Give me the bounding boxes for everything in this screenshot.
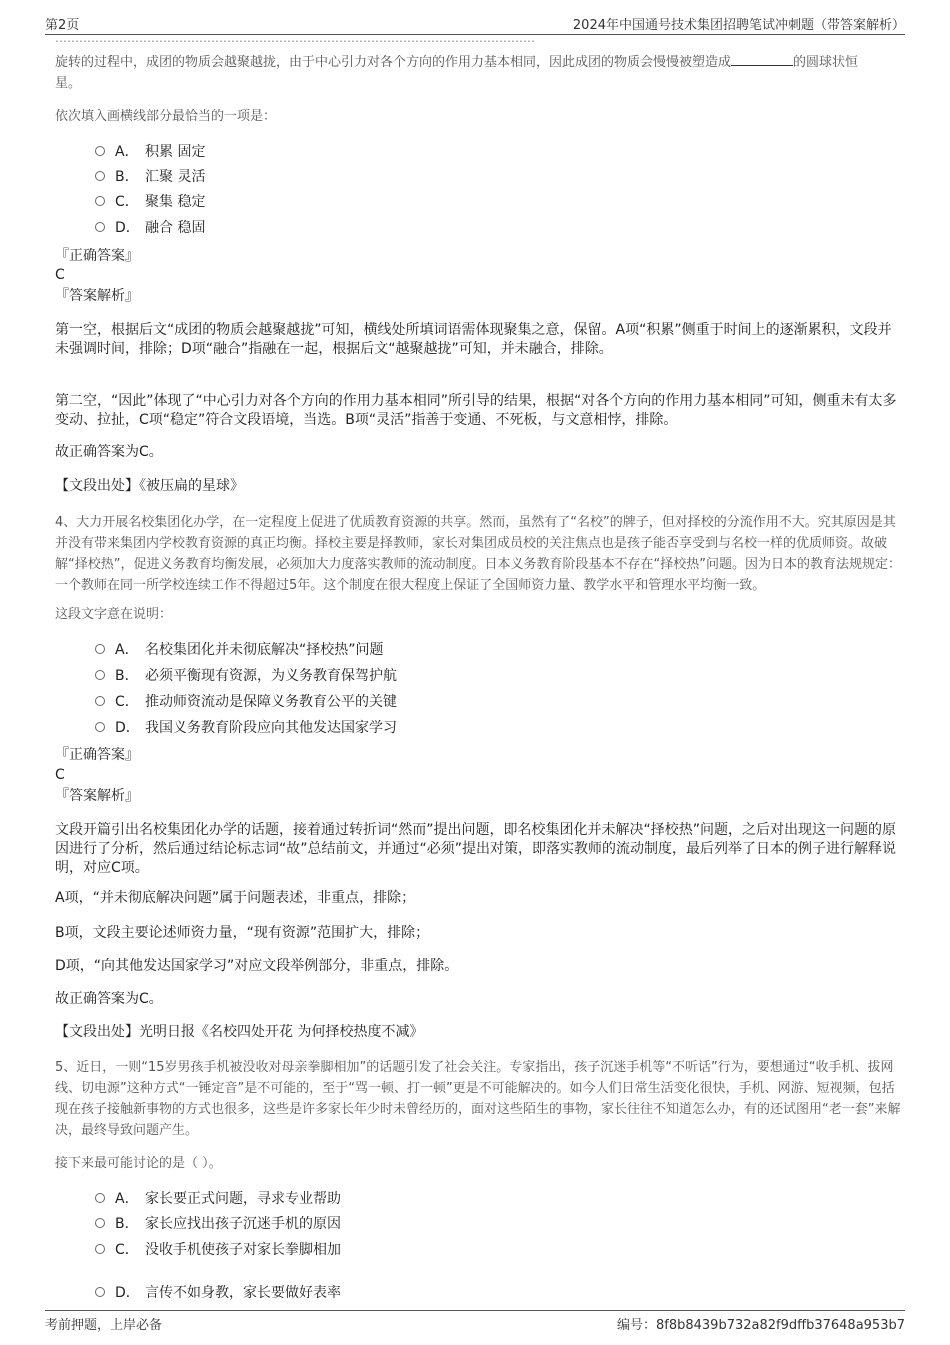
question-4-analysis-p2: A项，“并未彻底解决问题”属于问题表述，非重点，排除； <box>55 890 416 906</box>
question-4-analysis-label: 『答案解析』 <box>55 788 139 804</box>
question-4-option-b[interactable]: B． 必须平衡现有资源，为义务教育保驾护航 <box>95 666 397 686</box>
question-3-option-b[interactable]: B． 汇聚 灵活 <box>95 167 205 187</box>
question-4-option-a[interactable]: A． 名校集团化并未彻底解决“择校热”问题 <box>95 640 384 660</box>
footer-code: 编号：8f8b8439b732a82f9dffb37648a953b7 <box>616 1318 905 1333</box>
radio-icon[interactable] <box>95 696 105 706</box>
question-5-option-c[interactable]: C． 没收手机使孩子对家长拳脚相加 <box>95 1240 341 1260</box>
question-3-option-c[interactable]: C． 聚集 稳定 <box>95 192 205 212</box>
question-3-answer-label: 『正确答案』 <box>55 248 139 264</box>
question-3-analysis-p3: 故正确答案为C。 <box>55 444 163 460</box>
question-4-passage: 4、大力开展名校集团化办学，在一定程度上促进了优质教育资源的共享。然而，虽然有了“名校”的牌子，但对择校的分流作用不大。究其原因是其并没有带来集团内学校教育资源的真正均衡。择校主要是择教师，家长对集团成员校的关注焦点也是孩子能否享受到与名校一样的优质师资。故破解“择校热”，促进义务教育均衡发展，必须加大力度落实教师的流动制度。日本义务教育阶段基本不存在“择校热”问题。因为日本的教育法规规定：一个教师在同一所学校连续工作不得超过5年。这个制度在很大程度上保证了全国师资力量、教学水平和管理水平均衡一致。 <box>55 515 901 593</box>
radio-icon[interactable] <box>95 1244 105 1254</box>
question-4-prompt: 这段文字意在说明： <box>55 607 173 622</box>
question-5-option-d[interactable]: D． 言传不如身教，家长要做好表率 <box>95 1283 341 1303</box>
question-5-prompt: 接下来最可能讨论的是（ ）。 <box>55 1156 222 1171</box>
question-3-answer: C <box>55 267 65 283</box>
question-3-option-d[interactable]: D． 融合 稳固 <box>95 218 205 238</box>
question-3-option-a[interactable]: A． 积累 固定 <box>95 142 205 162</box>
page-footer <box>45 1310 905 1333</box>
document-title: 2024年中国通号技术集团招聘笔试冲刺题（带答案解析） <box>572 18 905 33</box>
question-4-analysis-p4: D项，“向其他发达国家学习”对应文段举例部分，非重点，排除。 <box>55 958 459 974</box>
question-5-option-b[interactable]: B． 家长应找出孩子沉迷手机的原因 <box>95 1214 341 1234</box>
radio-icon[interactable] <box>95 722 105 732</box>
question-3-analysis-label: 『答案解析』 <box>55 288 139 304</box>
passage-text: 的圆球状恒 <box>793 55 859 70</box>
radio-icon[interactable] <box>95 196 105 206</box>
radio-icon[interactable] <box>95 1193 105 1203</box>
question-4-analysis-p1: 文段开篇引出名校集团化办学的话题，接着通过转折词“然而”提出问题，即名校集团化并未解决“择校热”问题，之后对出现这一问题的原因进行了分析，然后通过结论标志词“故”总结前文，并通过“必须”提出对策，即落实教师的流动制度，最后列举了日本的例子进行解释说明，对应C项。 <box>55 822 897 876</box>
footer-slogan: 考前押题，上岸必备 <box>45 1318 163 1333</box>
radio-icon[interactable] <box>95 1218 105 1228</box>
question-5-option-a[interactable]: A． 家长要正式问题，寻求专业帮助 <box>95 1189 341 1209</box>
question-4-answer: C <box>55 767 65 783</box>
page-number: 第2页 <box>45 18 80 33</box>
question-3-analysis-p2: 第二空，“因此”体现了“中心引力对各个方向的作用力基本相同”所引导的结果，根据“对各个方向的作用力基本相同”可知，侧重未有太多变动、拉扯，C项“稳定”符合文段语境，当选。B项“灵活”指善于变通、不死板，与文意相悖，排除。 <box>55 393 897 428</box>
question-4-answer-label: 『正确答案』 <box>55 747 139 763</box>
question-3-source: 【文段出处】《被压扁的星球》 <box>55 478 244 494</box>
question-3-passage <box>55 52 905 94</box>
question-3-analysis-p1: 第一空，根据后文“成团的物质会越聚越拢”可知，横线处所填词语需体现聚集之意，保留。A项“积累”侧重于时间上的逐渐累积，文段并未强调时间，排除；D项“融合”指融在一起，根据后文“越聚越拢”可知，并未融合，排除。 <box>55 322 892 357</box>
question-4-analysis-p3: B项，文段主要论述师资力量，“现有资源”范围扩大，排除； <box>55 925 430 941</box>
radio-icon[interactable] <box>95 146 105 156</box>
question-3-prompt: 依次填入画横线部分最恰当的一项是： <box>55 109 277 124</box>
passage-text: 旋转的过程中，成团的物质会越聚越拢，由于中心引力对各个方向的作用力基本相同，因此成团的物质会慢慢被塑造成 <box>55 55 732 70</box>
radio-icon[interactable] <box>95 644 105 654</box>
question-4-option-d[interactable]: D． 我国义务教育阶段应向其他发达国家学习 <box>95 718 397 738</box>
radio-icon[interactable] <box>95 1287 105 1297</box>
fill-blank <box>731 53 793 66</box>
passage-text: 星。 <box>55 76 82 91</box>
question-4-source: 【文段出处】光明日报《名校四处开花 为何择校热度不减》 <box>55 1024 424 1040</box>
radio-icon[interactable] <box>95 222 105 232</box>
question-4-analysis-p5: 故正确答案为C。 <box>55 991 163 1007</box>
question-4-option-c[interactable]: C． 推动师资流动是保障义务教育公平的关键 <box>95 692 397 712</box>
radio-icon[interactable] <box>95 670 105 680</box>
radio-icon[interactable] <box>95 171 105 181</box>
question-5-passage: 5、近日，一则“15岁男孩手机被没收对母亲拳脚相加”的话题引发了社会关注。专家指出，孩子沉迷手机等“不听话”行为，要想通过“收手机、拔网线、切电源”这种方式“一锤定音”是不可能的，至于“骂一顿、打一顿”更是不可能解决的。如今人们日常生活变化很快，手机、网游、短视频，包括现在孩子接触新事物的方式也很多，这些是许多家长年少时未曾经历的，面对这些陌生的事物，家长往往不知道怎么办，有的还试图用“老一套”来解决，最终导致问题产生。 <box>55 1060 901 1138</box>
question-3-cut-line: ………………………………………………………………………………………………………… <box>55 32 535 44</box>
